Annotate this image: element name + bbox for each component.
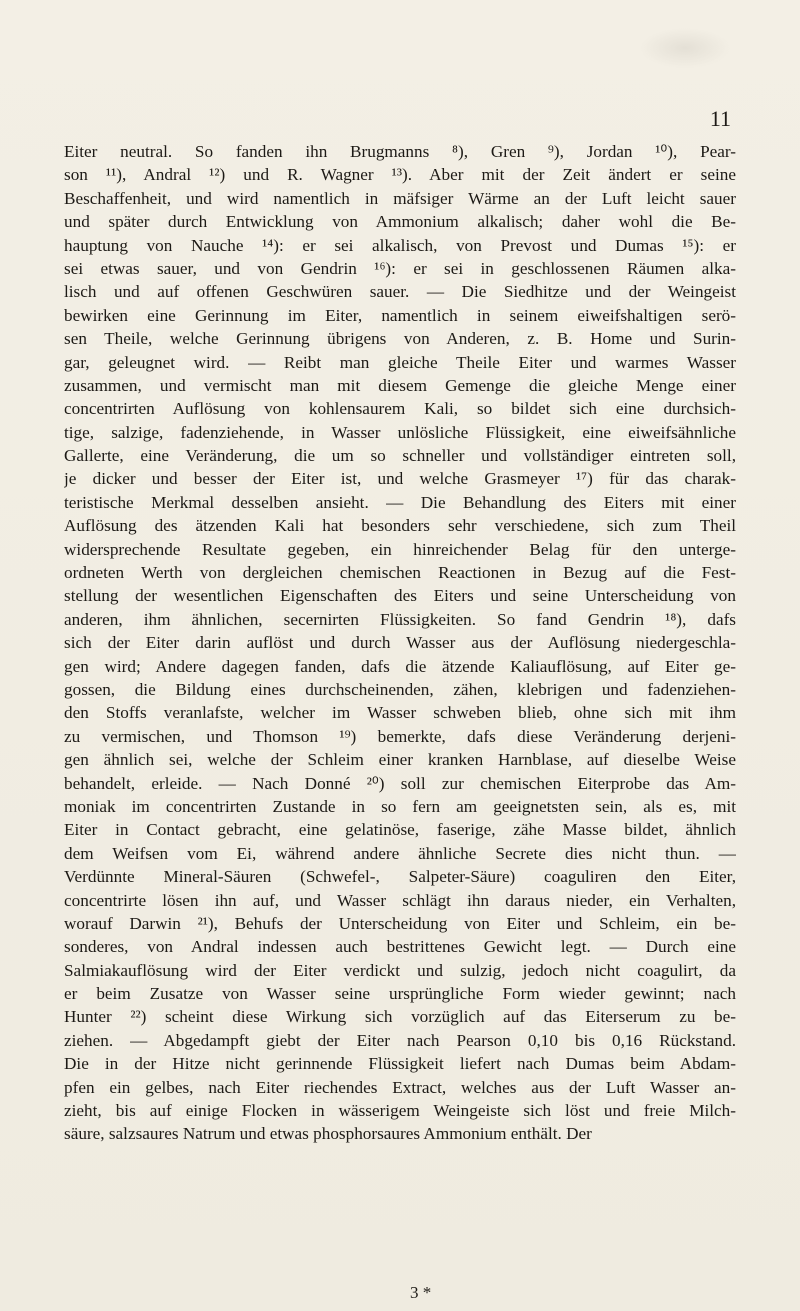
text-line: er beim Zusatze von Wasser seine ursprüngliche Form wieder gewinnt; nach	[64, 984, 736, 1004]
text-line: je dicker und besser der Eiter ist, und welche Grasmeyer ¹⁷) für das charak-	[64, 469, 736, 489]
text-line: säure, salzsaures Natrum und etwas phosphorsaures Ammonium enthält. Der	[64, 1124, 592, 1144]
text-line: behandelt, erleide. — Nach Donné ²⁰) soll zur chemischen Eiterprobe das Am-	[64, 773, 736, 793]
text-line: concentrirten Auflösung von kohlensaurem Kali, so bildet sich eine durchsich-	[64, 399, 736, 419]
text-line: bewirken eine Gerinnung im Eiter, namentlich in seinem eiweifshaltigen serö-	[64, 305, 736, 325]
text-line: Auflösung des ätzenden Kali hat besonders sehr verschiedene, sich zum Theil	[64, 516, 736, 536]
text-line: moniak im concentrirten Zustande in so fern am geeignetsten sein, als es, mit	[64, 796, 736, 816]
text-line: zu vermischen, und Thomson ¹⁹) bemerkte, dafs diese Veränderung derjeni-	[64, 726, 736, 746]
text-line: sonderes, von Andral indessen auch bestrittenes Gewicht legt. — Durch eine	[64, 937, 736, 957]
text-line: son ¹¹), Andral ¹²) und R. Wagner ¹³). Aber mit der Zeit ändert er seine	[64, 165, 736, 185]
text-line: zusammen, und vermischt man mit diesem Gemenge die gleiche Menge einer	[64, 375, 736, 395]
signature-mark: 3 *	[410, 1283, 432, 1302]
text-line: lisch und auf offenen Geschwüren sauer. — Die Siedhitze und der Weingeist	[64, 282, 736, 302]
text-line: pfen ein gelbes, nach Eiter riechendes Extract, welches aus der Luft Wasser an-	[64, 1077, 736, 1097]
paper-stain	[640, 28, 730, 68]
text-line: ziehen. — Abgedampft giebt der Eiter nach Pearson 0,10 bis 0,16 Rückstand.	[64, 1030, 736, 1050]
text-line: sich der Eiter darin auflöst und durch Wasser aus der Auflösung niedergeschla-	[64, 633, 736, 653]
text-line: sen Theile, welche Gerinnung übrigens von Anderen, z. B. Home und Surin-	[64, 329, 736, 349]
text-line: Salmiakauflösung wird der Eiter verdickt und sulzig, jedoch nicht coagulirt, da	[64, 960, 736, 980]
text-line: stellung der wesentlichen Eigenschaften des Eiters und seine Unterscheidung von	[64, 586, 736, 606]
text-line: Beschaffenheit, und wird namentlich in mäfsiger Wärme an der Luft leicht sauer	[64, 188, 736, 208]
text-line: concentrirte lösen ihn auf, und Wasser schlägt ihn daraus nieder, ein Verhalten,	[64, 890, 736, 910]
text-line: sei etwas sauer, und von Gendrin ¹⁶): er sei in geschlossenen Räumen alka-	[64, 258, 736, 278]
text-line: und später durch Entwicklung von Ammonium alkalisch; daher wohl die Be-	[64, 212, 736, 232]
text-line: zieht, bis auf einige Flocken in wässerigem Weingeiste sich löst und freie Milch-	[64, 1101, 736, 1121]
text-line: gen wird; Andere dagegen fanden, dafs die ätzende Kaliauflösung, auf Eiter ge-	[64, 656, 736, 676]
text-line: gossen, die Bildung eines durchscheinenden, zähen, klebrigen und fadenziehen-	[64, 679, 736, 699]
text-line: widersprechende Resultate gegeben, ein hinreichender Belag für den unterge-	[64, 539, 736, 559]
body-text	[64, 140, 736, 1146]
text-line: gen ähnlich sei, welche der Schleim einer kranken Harnblase, auf dieselbe Weise	[64, 750, 736, 770]
text-line: worauf Darwin ²¹), Behufs der Unterscheidung von Eiter und Schleim, ein be-	[64, 913, 736, 933]
text-line: teristische Merkmal desselben ansieht. — Die Behandlung des Eiters mit einer	[64, 492, 736, 512]
text-line: anderen, ihm ähnlichen, secernirten Flüssigkeiten. So fand Gendrin ¹⁸), dafs	[64, 609, 736, 629]
text-line: ordneten Werth von dergleichen chemischen Reactionen in Bezug auf die Fest-	[64, 563, 736, 583]
text-line: Verdünnte Mineral-Säuren (Schwefel-, Salpeter-Säure) coaguliren den Eiter,	[64, 867, 736, 887]
text-line: Gallerte, eine Veränderung, die um so schneller und vollständiger eintreten soll,	[64, 446, 736, 466]
page-number: 11	[709, 106, 731, 131]
text-line: den Stoffs veranlafste, welcher im Wasser schweben blieb, ohne sich mit ihm	[64, 703, 736, 723]
text-line: tige, salzige, fadenziehende, in Wasser unlösliche Flüssigkeit, eine eiweifsähnliche	[64, 422, 736, 442]
text-line: gar, geleugnet wird. — Reibt man gleiche Theile Eiter und warmes Wasser	[64, 352, 736, 372]
text-line: dem Weifsen vom Ei, während andere ähnliche Secrete dies nicht thun. —	[64, 843, 736, 863]
text-line: hauptung von Nauche ¹⁴): er sei alkalisch, von Prevost und Dumas ¹⁵): er	[64, 235, 736, 255]
text-line: Eiter in Contact gebracht, eine gelatinöse, faserige, zähe Masse bildet, ähnlich	[64, 820, 736, 840]
text-line: Die in der Hitze nicht gerinnende Flüssigkeit liefert nach Dumas beim Abdam-	[64, 1054, 736, 1074]
text-line: Eiter neutral. So fanden ihn Brugmanns ⁸), Gren ⁹), Jordan ¹⁰), Pear-	[64, 142, 736, 161]
text-line: Hunter ²²) scheint diese Wirkung sich vorzüglich auf das Eiterserum zu be-	[64, 1007, 736, 1027]
